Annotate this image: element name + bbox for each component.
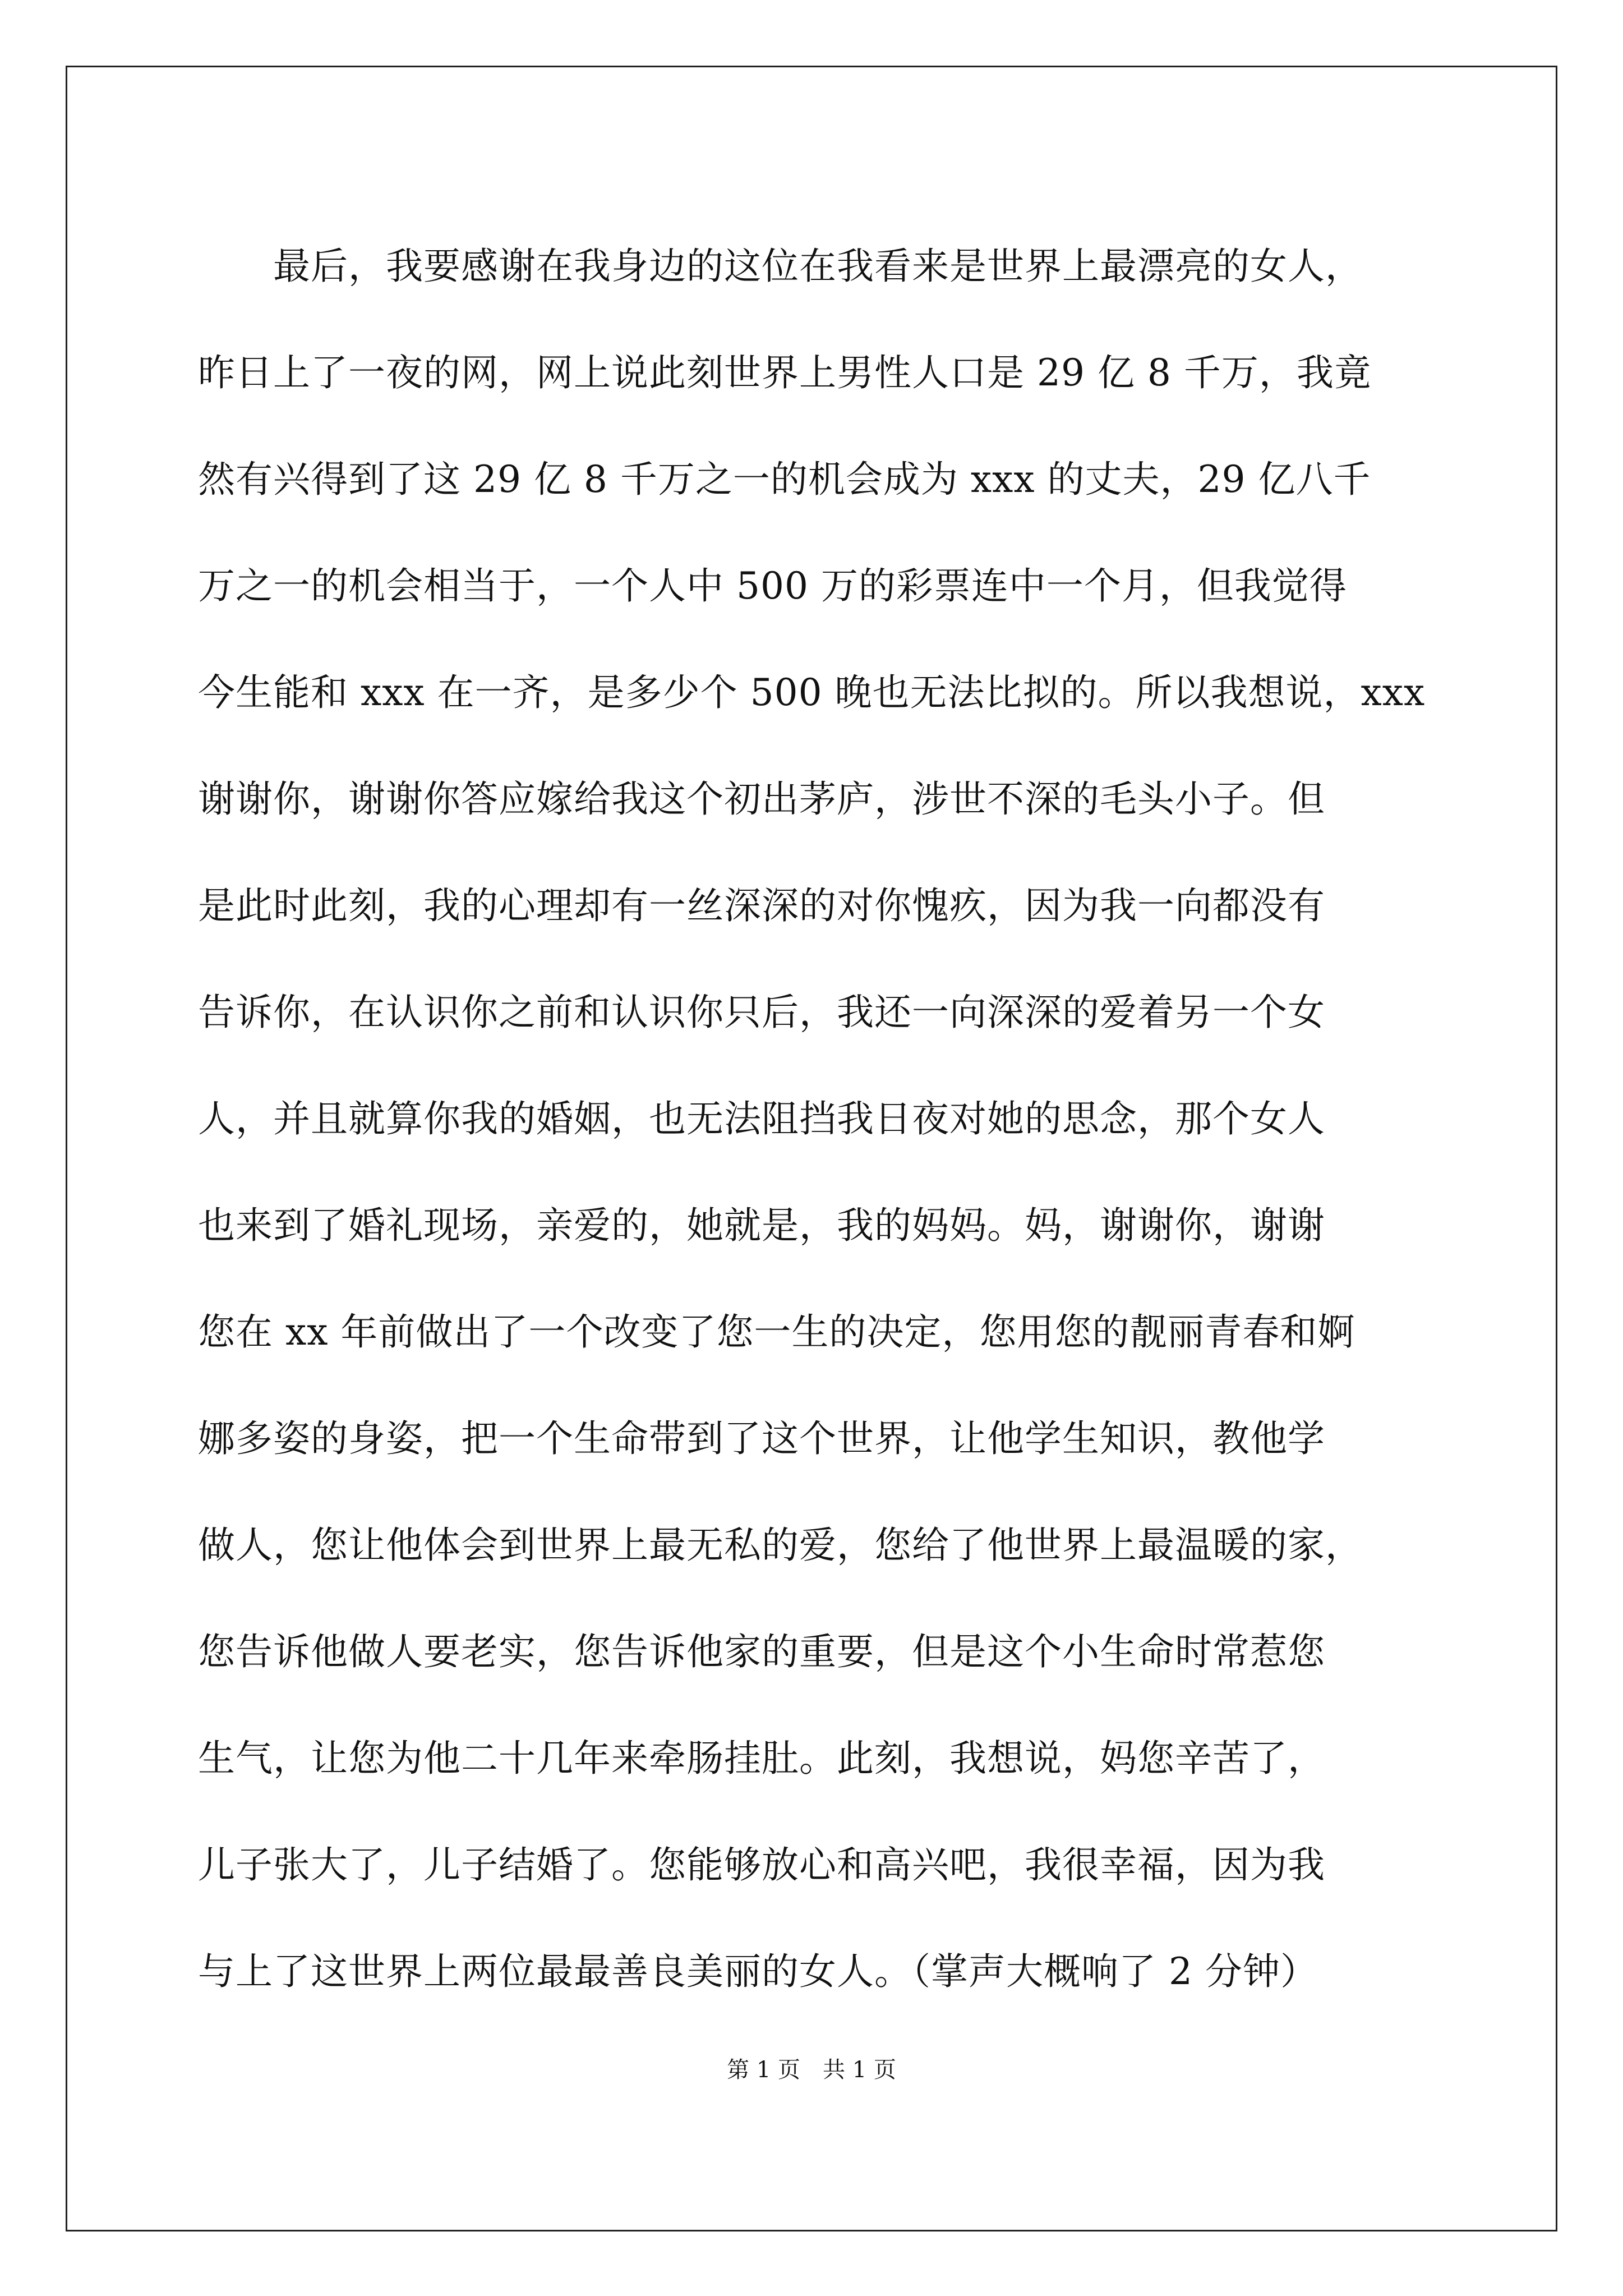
paragraph-line: 谢谢你，谢谢你答应嫁给我这个初出茅庐，涉世不深的毛头小子。但	[198, 777, 1325, 821]
paragraph-line: 您在 xx 年前做出了一个改变了您一生的决定，您用您的靓丽青春和婀	[198, 1310, 1355, 1354]
paragraph-line: 儿子张大了，儿子结婚了。您能够放心和高兴吧，我很幸福，因为我	[198, 1843, 1325, 1887]
paragraph-line: 与上了这世界上两位最最善良美丽的女人。（掌声大概响了 2 分钟）	[198, 1950, 1318, 1993]
paragraph-line: 昨日上了一夜的网，网上说此刻世界上男性人口是 29 亿 8 千万，我竟	[198, 351, 1372, 394]
document-body	[198, 213, 1432, 2025]
paragraph-line: 万之一的机会相当于，一个人中 500 万的彩票连中一个月，但我觉得	[198, 564, 1347, 608]
paragraph-line: 您告诉他做人要老实，您告诉他家的重要，但是这个小生命时常惹您	[198, 1630, 1325, 1673]
page-number-footer: 第 1 页 共 1 页	[727, 2057, 896, 2083]
paragraph-line: 生气，让您为他二十几年来牵肠挂肚。此刻，我想说，妈您辛苦了，	[198, 1737, 1325, 1780]
paragraph-line: 娜多姿的身姿，把一个生命带到了这个世界，让他学生知识，教他学	[198, 1417, 1325, 1460]
paragraph-line: 最后，我要感谢在我身边的这位在我看来是世界上最漂亮的女人，	[273, 245, 1363, 288]
paragraph-line: 做人，您让他体会到世界上最无私的爱，您给了他世界上最温暖的家，	[198, 1524, 1363, 1567]
paragraph-line: 是此时此刻，我的心理却有一丝深深的对你愧疚，因为我一向都没有	[198, 884, 1325, 927]
paragraph-line: 人，并且就算你我的婚姻，也无法阻挡我日夜对她的思念，那个女人	[198, 1097, 1325, 1140]
paragraph-line: 然有兴得到了这 29 亿 8 千万之一的机会成为 xxx 的丈夫，29 亿八千	[198, 458, 1371, 501]
paragraph-line: 今生能和 xxx 在一齐，是多少个 500 晚也无法比拟的。所以我想说，xxx	[198, 671, 1426, 714]
paragraph-line: 也来到了婚礼现场，亲爱的，她就是，我的妈妈。妈，谢谢你，谢谢	[198, 1204, 1325, 1247]
paragraph-line: 告诉你，在认识你之前和认识你只后，我还一向深深的爱着另一个女	[198, 991, 1325, 1034]
